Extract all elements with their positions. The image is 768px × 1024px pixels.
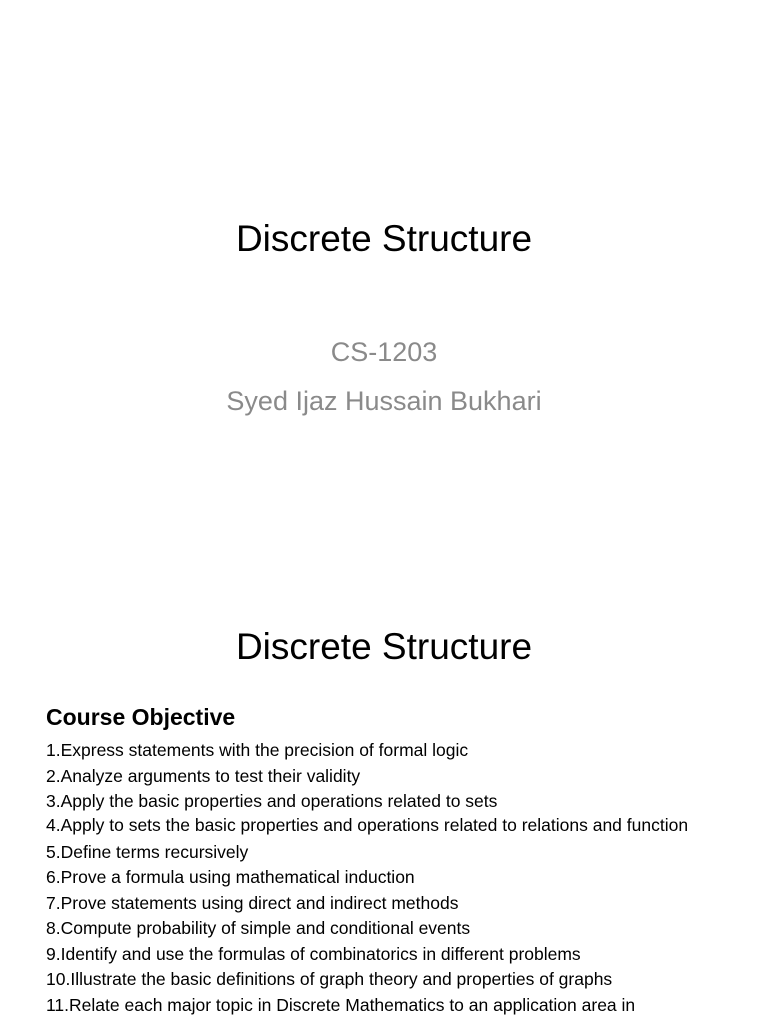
list-item: 6.Prove a formula using mathematical induction <box>46 867 415 887</box>
objectives-list <box>46 738 706 1018</box>
list-item: 1.Express statements with the precision of formal logic <box>46 740 469 760</box>
list-item: 3.Apply the basic properties and operations related to sets <box>46 791 498 811</box>
course-code: CS-1203 <box>330 337 438 367</box>
list-item: 5.Define terms recursively <box>46 841 249 862</box>
list-item: 9.Identify and use the formulas of combinatorics in different problems <box>46 943 581 964</box>
slide-title: Discrete Structure <box>235 626 533 667</box>
list-item: 10.Illustrate the basic definitions of graph theory and properties of graphs <box>46 969 613 989</box>
subtitle-block <box>0 328 768 426</box>
instructor-name: Syed Ijaz Hussain Bukhari <box>226 386 542 416</box>
list-item: 7.Prove statements using direct and indirect methods <box>46 892 459 913</box>
list-item: 4.Apply to sets the basic properties and operations related to relations and function <box>46 814 689 835</box>
list-item: 8.Compute probability of simple and conditional events <box>46 918 471 938</box>
objectives-slide <box>0 576 768 1024</box>
list-item: 2.Analyze arguments to test their validity <box>46 765 361 786</box>
list-item: 11.Relate each major topic in Discrete Mathematics to an application area in <box>46 994 636 1015</box>
section-heading: Course Objective <box>46 704 236 730</box>
slide-title: Discrete Structure <box>235 218 533 259</box>
